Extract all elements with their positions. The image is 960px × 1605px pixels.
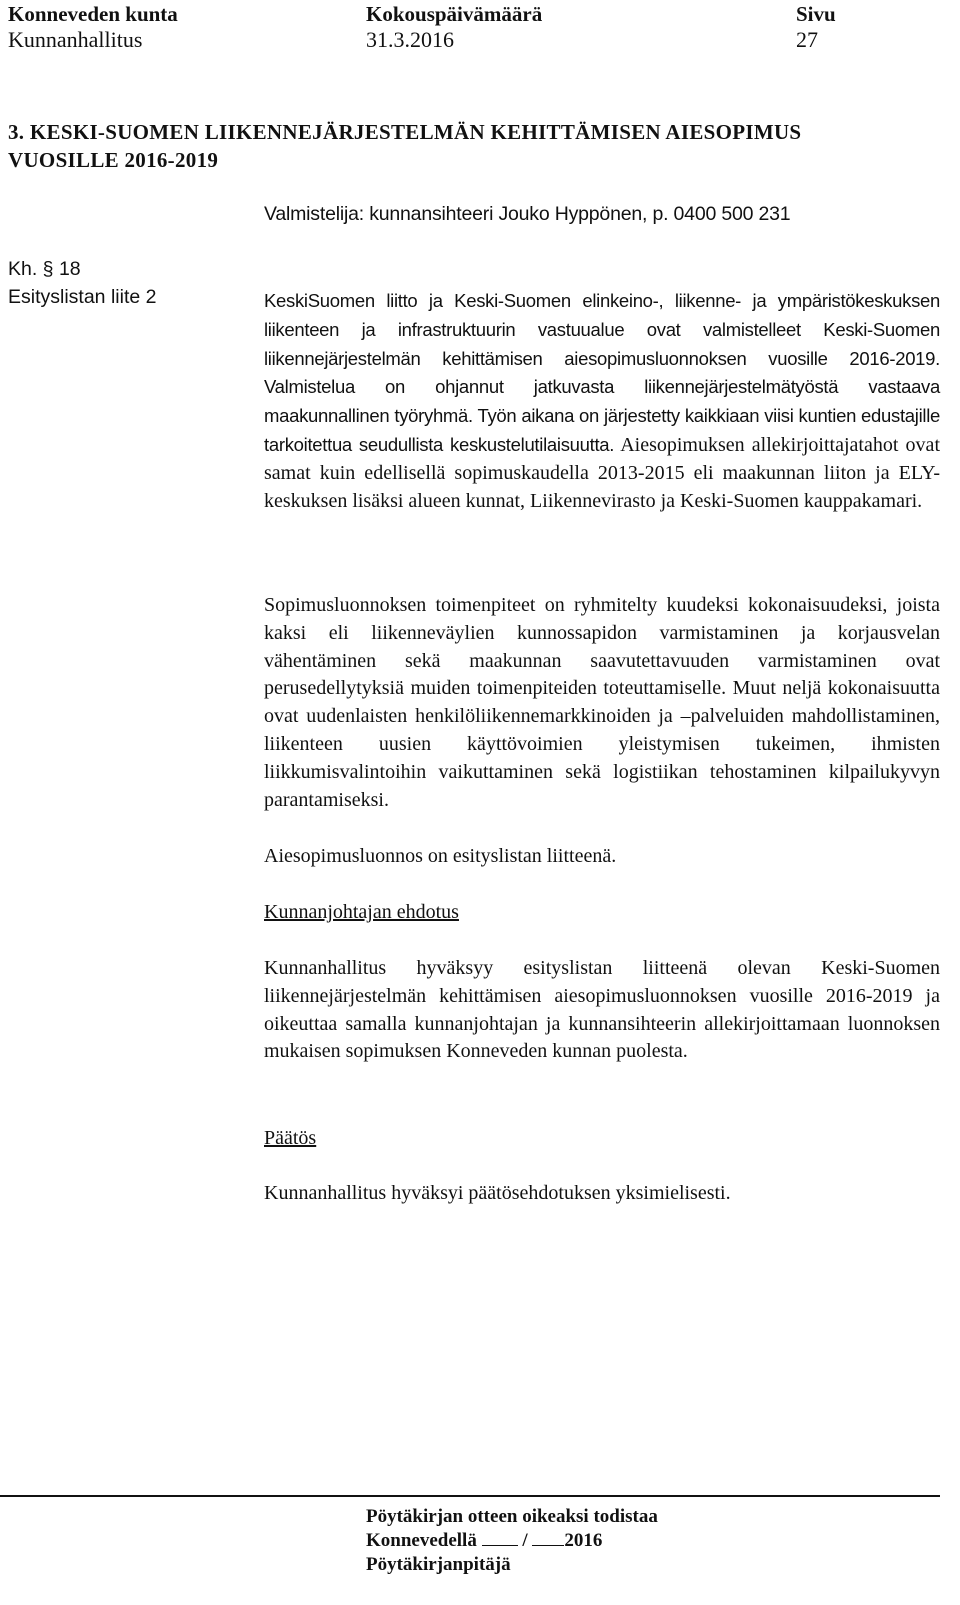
section-number: Kh. § 18: [8, 258, 81, 280]
title-line-1: 3. KESKI-SUOMEN LIIKENNEJÄRJESTELMÄN KEHITTÄMISEN AIESOPIMUS: [8, 120, 802, 144]
footer-slash: /: [522, 1530, 528, 1551]
attachment-ref: Esityslistan liite 2: [8, 286, 157, 308]
proposal-text: Kunnanhallitus hyväksyy esityslistan liitteenä olevan Keski-Suomen liikennejärjestelmän kehittämisen aiesopimusluonnoksen vuosille 2016-2019 ja oikeuttaa samalla kunnanjohtajan ja kunnansihteerin allekirjoittamaan luonnoksen mukaisen sopimuksen Konneveden kunnan puolesta.: [264, 957, 940, 1063]
footer-place-date: [366, 1529, 602, 1553]
page-number: 27: [796, 27, 818, 52]
paragraph-background-part1: KeskiSuomen liitto ja Keski-Suomen elinkeino-, liikenne- ja ympäristökeskuksen liikenteen ja infrastruktuurin vastuualue ovat valmistelleet Keski-Suomen liikennejärjestelmän kehittämisen aiesopimusluonnoksen vuosille 2016-2019. Valmistelua on ohjannut jatkuvasta liikennejärjestelmätyöstä vastaava maakunnallinen työryhmä. Työn aikana on järjestetty kaikkiaan viisi kuntien edustajille tarkoitettua seudullista keskustelutilaisuutta.: [264, 290, 940, 455]
paragraph-measures: Sopimusluonnoksen toimenpiteet on ryhmitelty kuudeksi kokonaisuudeksi, joista kaksi eli liikenneväylien kunnossapidon varmistaminen ja korjausvelan vähentäminen sekä maakunnan saavutettavuuden varmistaminen ovat perusedellytyksiä muiden toimenpiteiden toteuttamiselle. Muut neljä kokonaisuutta ovat uudenlaisten henkilöliikennemarkkinoiden ja –palveluiden mahdollistaminen, liikenteen uusien käyttövoimien yleistymisen tukeimen, ihmisten liikkumisvalintoihin vaikuttaminen sekä logistiikan tehostaminen kilpailukyvyn parantamiseksi.: [264, 594, 940, 811]
paragraph-background: [264, 287, 940, 515]
day-blank: [482, 1545, 518, 1546]
proposal-heading: Kunnanjohtajan ehdotus: [264, 901, 459, 923]
meeting-date-label: Kokouspäivämäärä: [366, 2, 543, 26]
title-line-2: VUOSILLE 2016-2019: [8, 148, 219, 172]
preparer-line: Valmistelija: kunnansihteeri Jouko Hyppönen, p. 0400 500 231: [264, 203, 791, 225]
footer-signer: Pöytäkirjanpitäjä: [366, 1554, 511, 1575]
decision-heading: Päätös: [264, 1127, 317, 1149]
decision-text: Kunnanhallitus hyväksyi päätösehdotuksen yksimielisesti.: [264, 1182, 731, 1204]
page-label: Sivu: [796, 2, 836, 26]
paragraph-background-part2: Aiesopimuksen allekirjoittajatahot ovat samat kuin edellisellä sopimuskaudella 2013-2015 eli maakunnan liiton ja ELY-keskuksen lisäksi alueen kunnat, Liikennevirasto ja Keski-Suomen kauppakamari.: [264, 433, 940, 512]
month-blank: [532, 1545, 564, 1546]
governing-body: Kunnanhallitus: [8, 27, 143, 52]
agenda-item-title: [8, 118, 948, 174]
meeting-date: 31.3.2016: [366, 27, 454, 52]
footer-certify: Pöytäkirjan otteen oikeaksi todistaa: [366, 1506, 658, 1527]
paragraph-attachment-note: Aiesopimusluonnos on esityslistan liitteenä.: [264, 845, 617, 867]
municipality-name: Konneveden kunta: [8, 2, 178, 26]
footer-divider: [0, 1495, 940, 1497]
footer-year: 2016: [564, 1530, 603, 1551]
footer-place: Konnevedellä: [366, 1530, 477, 1551]
